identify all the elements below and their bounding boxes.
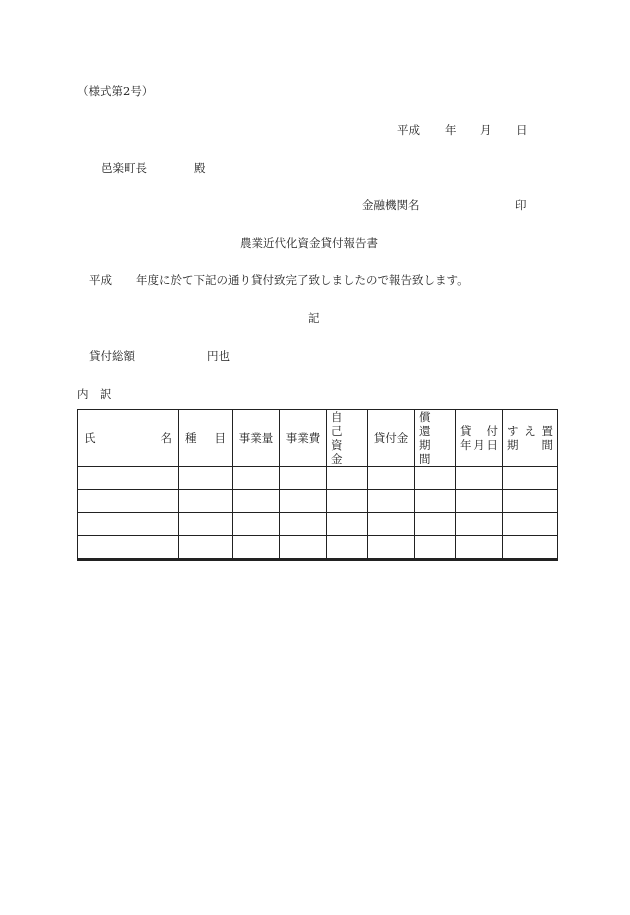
table-cell[interactable]	[78, 513, 179, 536]
table-cell[interactable]	[233, 513, 280, 536]
table-cell[interactable]	[78, 467, 179, 490]
table-cell[interactable]	[415, 513, 456, 536]
date-era: 平成	[397, 123, 420, 137]
header-loan-amount: 貸付金	[368, 410, 415, 467]
table-cell[interactable]	[503, 536, 558, 560]
table-row	[78, 536, 558, 560]
table-cell[interactable]	[327, 490, 368, 513]
table-row	[78, 490, 558, 513]
table-cell[interactable]	[503, 513, 558, 536]
document-title: 農業近代化資金貸付報告書	[240, 236, 378, 250]
header-repayment-period: 償 還 期 間	[415, 410, 456, 467]
table-header-row	[78, 410, 558, 467]
total-label: 貸付総額	[89, 349, 135, 363]
table-cell[interactable]	[415, 536, 456, 560]
table-cell[interactable]	[415, 467, 456, 490]
total-unit: 円也	[207, 349, 230, 363]
table-cell[interactable]	[179, 490, 233, 513]
table-cell[interactable]	[280, 536, 327, 560]
form-number: （様式第2号）	[77, 84, 154, 98]
table-cell[interactable]	[327, 536, 368, 560]
table-cell[interactable]	[327, 513, 368, 536]
table-cell[interactable]	[327, 467, 368, 490]
table-row	[78, 513, 558, 536]
table-cell[interactable]	[280, 513, 327, 536]
header-cost: 事業費	[280, 410, 327, 467]
table-cell[interactable]	[280, 490, 327, 513]
date-month: 月	[480, 123, 492, 137]
table-cell[interactable]	[233, 536, 280, 560]
table-cell[interactable]	[78, 536, 179, 560]
header-own-funds: 自 己 資 金	[327, 410, 368, 467]
seal-mark: 印	[515, 198, 527, 212]
body-era: 平成	[89, 273, 112, 287]
table-cell[interactable]	[233, 490, 280, 513]
body-text: 年度に於て下記の通り貸付致完了致しましたので報告致します。	[136, 273, 469, 287]
breakdown-label: 内 訳	[77, 387, 112, 401]
table-cell[interactable]	[503, 490, 558, 513]
table-row	[78, 467, 558, 490]
header-grace-period: すえ置 期 間	[503, 410, 558, 467]
breakdown-table	[77, 409, 558, 561]
addressee-title: 邑楽町長	[101, 161, 147, 175]
table-cell[interactable]	[179, 513, 233, 536]
table-cell[interactable]	[179, 467, 233, 490]
date-day: 日	[516, 123, 528, 137]
header-type: 種 目	[179, 410, 233, 467]
addressee-honorific: 殿	[194, 161, 206, 175]
table-cell[interactable]	[456, 467, 503, 490]
table-cell[interactable]	[456, 513, 503, 536]
table-cell[interactable]	[368, 536, 415, 560]
table-cell[interactable]	[456, 490, 503, 513]
ki-mark: 記	[308, 311, 320, 325]
date-year: 年	[445, 123, 457, 137]
table-cell[interactable]	[368, 490, 415, 513]
table-cell[interactable]	[280, 467, 327, 490]
table-cell[interactable]	[415, 490, 456, 513]
header-volume: 事業量	[233, 410, 280, 467]
table-cell[interactable]	[78, 490, 179, 513]
table-cell[interactable]	[456, 536, 503, 560]
bank-label: 金融機関名	[362, 198, 420, 212]
table-cell[interactable]	[179, 536, 233, 560]
header-name: 氏 名	[78, 410, 179, 467]
table-cell[interactable]	[503, 467, 558, 490]
table-cell[interactable]	[368, 467, 415, 490]
table-cell[interactable]	[368, 513, 415, 536]
header-loan-date: 貸 付 年月日	[456, 410, 503, 467]
table-cell[interactable]	[233, 467, 280, 490]
